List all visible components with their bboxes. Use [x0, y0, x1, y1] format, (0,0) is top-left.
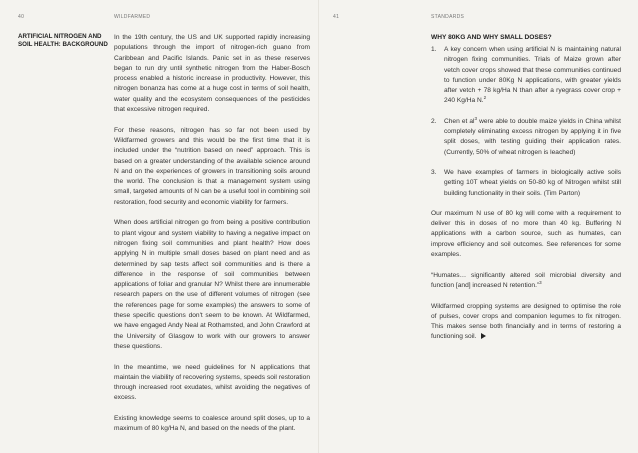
closing-text: Wildfarmed cropping systems are designed to optimise the role of pulses, cover crops and companion legumes to fix nitrogen. This makes sense both financially and in terms of restoring a functioning soil.	[431, 302, 621, 341]
right-body-column	[431, 33, 621, 353]
list-item-text-lead: Chen et al	[444, 117, 475, 125]
quote-paragraph	[431, 271, 621, 292]
body-paragraph: When does artificial nitrogen go from being a positive contribution to plant vigour and system viability to having a negative impact on nitrogen fixing soil communities and plant health? How does applying N in multiple small doses based on plant need and as determined by sap tests affect soil communities and is there a difference in the response of soil communities between applications of foliar and granular N? Whilst there are innumerable research papers on the use of different volumes of nitrogen (see the references page for some examples) the answers to some of these specific questions don't seem to be known. At Wildfarmed, we have engaged Andy Neal at Rothamsted, and John Crawford at the University of Glasgow to work with our growers to answer these questions.	[114, 219, 310, 350]
list-item	[431, 117, 621, 158]
section-heading: WHY 80KG AND WHY SMALL DOSES?	[431, 34, 552, 41]
left-folio-number: 40	[18, 14, 25, 20]
numbered-list	[431, 45, 621, 199]
right-running-head: STANDARDS	[431, 14, 465, 20]
list-item-text: A key concern when using artificial N is maintaining natural nitrogen fixing communities. Trials of Maize grown after vetch cover crops showed that these communities continued to function under 80Kg N applications, with greater yields after vetch + 78 kg/Ha N than after a ryegrass cover crop + 240 Kg/Ha N.	[444, 46, 621, 105]
left-body-column	[114, 33, 310, 445]
triangle-right-icon	[481, 333, 486, 339]
list-item-text: were able to double maize yields in China whilst completely eliminating excess nitrogen by applying it in five split doses, with testing guiding their application rates. (Currently, 50% of wheat nitrogen is leached)	[444, 117, 621, 156]
footnote-reference: 3	[474, 115, 478, 121]
right-folio-number: 41	[333, 14, 340, 20]
list-item-number: 1.	[431, 46, 437, 53]
body-paragraph: Existing knowledge seems to coalesce around split doses, up to a maximum of 80 kg/Ha N, and based on the needs of the plant.	[114, 414, 310, 433]
footnote-reference: 2	[483, 95, 487, 101]
body-paragraph: In the 19th century, the US and UK supported rapidly increasing populations through the import of nitrogen-rich guano from Caribbean and Pacific Islands. Panic set in as these reserves began to run dry until synthetic nitrogen from the Haber-Bosch process enabled a historic increase in productivity. However, this nitrogen bonanza has come at a huge cost in terms of soil health, water quality and the ecosystem consequences of the pesticides that excessive nitrogen required.	[114, 34, 310, 114]
list-item	[431, 168, 621, 199]
left-running-head: WILDFARMED	[114, 14, 151, 20]
section-side-heading: ARTIFICIAL NITROGEN AND SOIL HEALTH: BACKGROUND	[18, 33, 108, 48]
body-paragraph: In the meantime, we need guidelines for N applications that maintain the viability of recovering systems, speeds soil restoration through increased root exudates, whilst avoiding the negatives of excess.	[114, 363, 310, 402]
body-paragraph: Our maximum N use of 80 kg will come with a requirement to deliver this in doses of no more than 40 kg. Buffering N applications with a carbon source, such as humates, can improve efficiency and soil outcomes. See references for some examples.	[431, 209, 621, 259]
closing-paragraph	[431, 302, 621, 343]
list-item-number: 2.	[431, 117, 437, 125]
body-paragraph: For these reasons, nitrogen has so far not been used by Wildfarmed growers and this would be the first time that it is included under the “nutrition based on need” approach. This is based on a greater understanding of the available science around N and on the experiences of growers in transitioning soils around the world. The conclusion is that a management system using small, targeted amounts of N can be a useful tool in combining soil restoration, food security and economic viability for farmers.	[114, 126, 310, 206]
list-item-text: We have examples of farmers in biologically active soils getting 10T wheat yields on 50-80 kg of Nitrogen whilst still building functionality in their soils. (Tim Parton)	[444, 168, 621, 197]
list-item	[431, 45, 621, 107]
quote-text: “Humates… significantly altered soil microbial diversity and function [and] increased N retention.”	[431, 271, 621, 289]
list-item-number: 3.	[431, 168, 437, 176]
page-gutter	[318, 0, 319, 453]
footnote-reference: 3	[539, 279, 542, 285]
